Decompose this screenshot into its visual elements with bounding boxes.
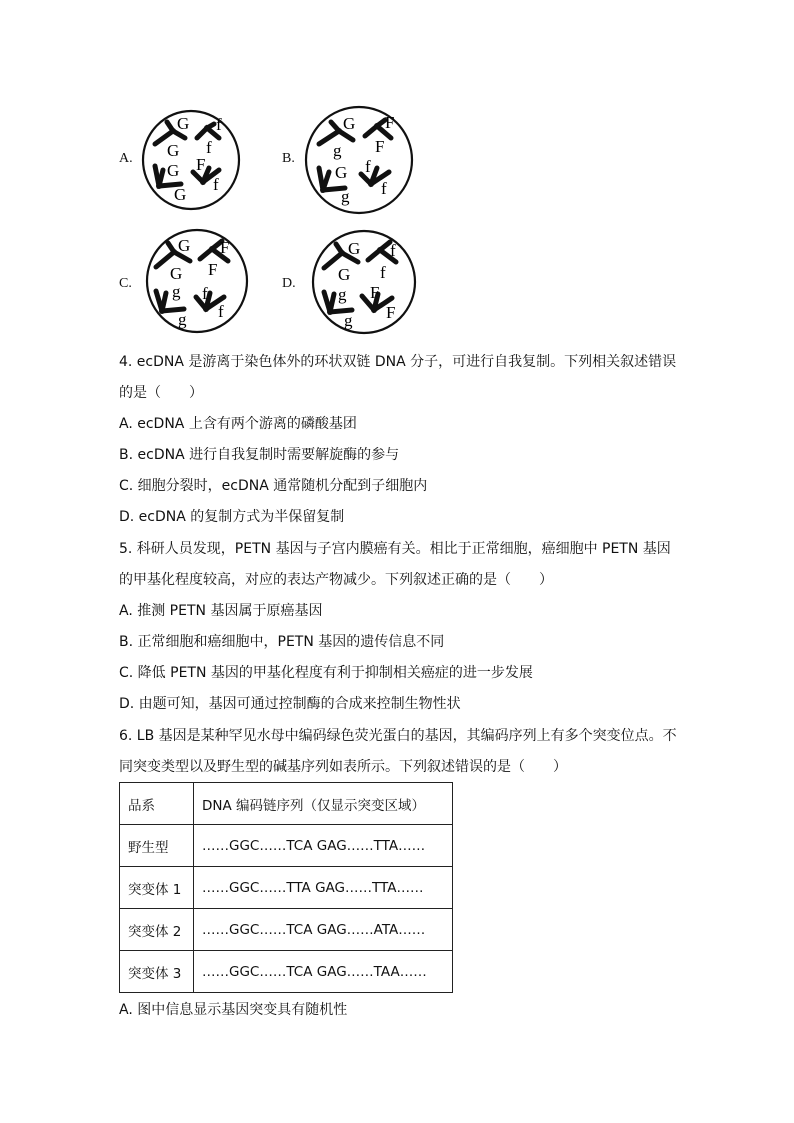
table-row: [120, 867, 453, 909]
table-cell: 突变体 1: [120, 867, 194, 909]
q4-option-b: B. ecDNA 进行自我复制时需要解旋酶的参与: [119, 447, 400, 463]
q4-option-c: C. 细胞分裂时，ecDNA 通常随机分配到子细胞内: [119, 478, 428, 494]
allele-label: f: [365, 157, 371, 176]
q4-stem-line2: 的是（ ）: [119, 385, 203, 401]
cell-diagram-a: [141, 108, 241, 212]
table-header-cell: DNA 编码链序列（仅显示突变区域）: [194, 783, 453, 825]
allele-label: G: [178, 236, 191, 255]
table-row: [120, 825, 453, 867]
q5-stem-line1: 5. 科研人员发现，PETN 基因与子宫内膜癌有关。相比于正常细胞，癌细胞中 PETN 基因: [119, 541, 671, 557]
allele-label: g: [341, 187, 350, 206]
q5-option-c: C. 降低 PETN 基因的甲基化程度有利于抑制相关癌症的进一步发展: [119, 665, 533, 681]
allele-label: G: [174, 185, 187, 204]
option-label: C.: [119, 276, 132, 291]
allele-label: g: [338, 285, 347, 304]
allele-label: f: [202, 284, 208, 303]
table-cell: ……GGC……TCA GAG……TAA……: [194, 951, 453, 993]
allele-label: G: [335, 163, 348, 182]
table-cell: 突变体 3: [120, 951, 194, 993]
q4-option-a: A. ecDNA 上含有两个游离的磷酸基团: [119, 416, 357, 432]
allele-label: F: [370, 283, 380, 302]
cell-diagram-c: [144, 227, 250, 335]
allele-label: G: [170, 264, 183, 283]
allele-label: g: [172, 282, 181, 301]
allele-label: f: [381, 179, 387, 198]
q6-stem-line1: 6. LB 基因是某种罕见水母中编码绿色荧光蛋白的基因，其编码序列上有多个突变位点。不: [119, 728, 677, 744]
q6-stem-line2: 同突变类型以及野生型的碱基序列如表所示。下列叙述错误的是（ ）: [119, 759, 567, 775]
option-label: A.: [119, 151, 133, 166]
allele-label: G: [167, 161, 180, 180]
option-label: B.: [282, 151, 295, 166]
allele-label: f: [213, 175, 219, 194]
allele-label: G: [338, 265, 351, 284]
q5-stem-line2: 的甲基化程度较高，对应的表达产物减少。下列叙述正确的是（ ）: [119, 572, 553, 588]
allele-label: g: [344, 311, 353, 330]
allele-label: G: [348, 239, 361, 258]
allele-label: F: [385, 113, 395, 132]
sequence-table: [119, 782, 453, 993]
q5-option-d: D. 由题可知，基因可通过控制酶的合成来控制生物性状: [119, 696, 461, 712]
allele-label: F: [208, 260, 218, 279]
cell-diagram-d: [310, 228, 418, 336]
table-header-row: [120, 783, 453, 825]
allele-label: g: [333, 141, 342, 160]
q5-option-a: A. 推测 PETN 基因属于原癌基因: [119, 603, 323, 619]
table-row: [120, 909, 453, 951]
table-cell: ……GGC……TCA GAG……ATA……: [194, 909, 453, 951]
allele-label: F: [220, 238, 230, 257]
q4-stem-line1: 4. ecDNA 是游离于染色体外的环状双链 DNA 分子，可进行自我复制。下列相关叙述错误: [119, 354, 677, 370]
table-cell: ……GGC……TCA GAG……TTA……: [194, 825, 453, 867]
allele-label: g: [178, 310, 187, 329]
allele-label: F: [196, 155, 206, 174]
table-row: [120, 951, 453, 993]
allele-label: f: [380, 263, 386, 282]
table-header-cell: 品系: [120, 783, 194, 825]
cell-diagram-b: [303, 104, 415, 216]
allele-label: f: [216, 115, 222, 134]
allele-label: F: [386, 303, 396, 322]
option-label: D.: [282, 276, 296, 291]
q5-option-b: B. 正常细胞和癌细胞中，PETN 基因的遗传信息不同: [119, 634, 445, 650]
table-cell: ……GGC……TTA GAG……TTA……: [194, 867, 453, 909]
q6-option-a: A. 图中信息显示基因突变具有随机性: [119, 1002, 348, 1018]
allele-label: F: [375, 137, 385, 156]
table-cell: 突变体 2: [120, 909, 194, 951]
allele-label: f: [218, 302, 224, 321]
table-cell: 野生型: [120, 825, 194, 867]
allele-label: G: [177, 114, 190, 133]
allele-label: f: [206, 138, 212, 157]
q4-option-d: D. ecDNA 的复制方式为半保留复制: [119, 509, 345, 525]
allele-label: G: [343, 114, 356, 133]
allele-label: G: [167, 141, 180, 160]
allele-label: f: [390, 241, 396, 260]
